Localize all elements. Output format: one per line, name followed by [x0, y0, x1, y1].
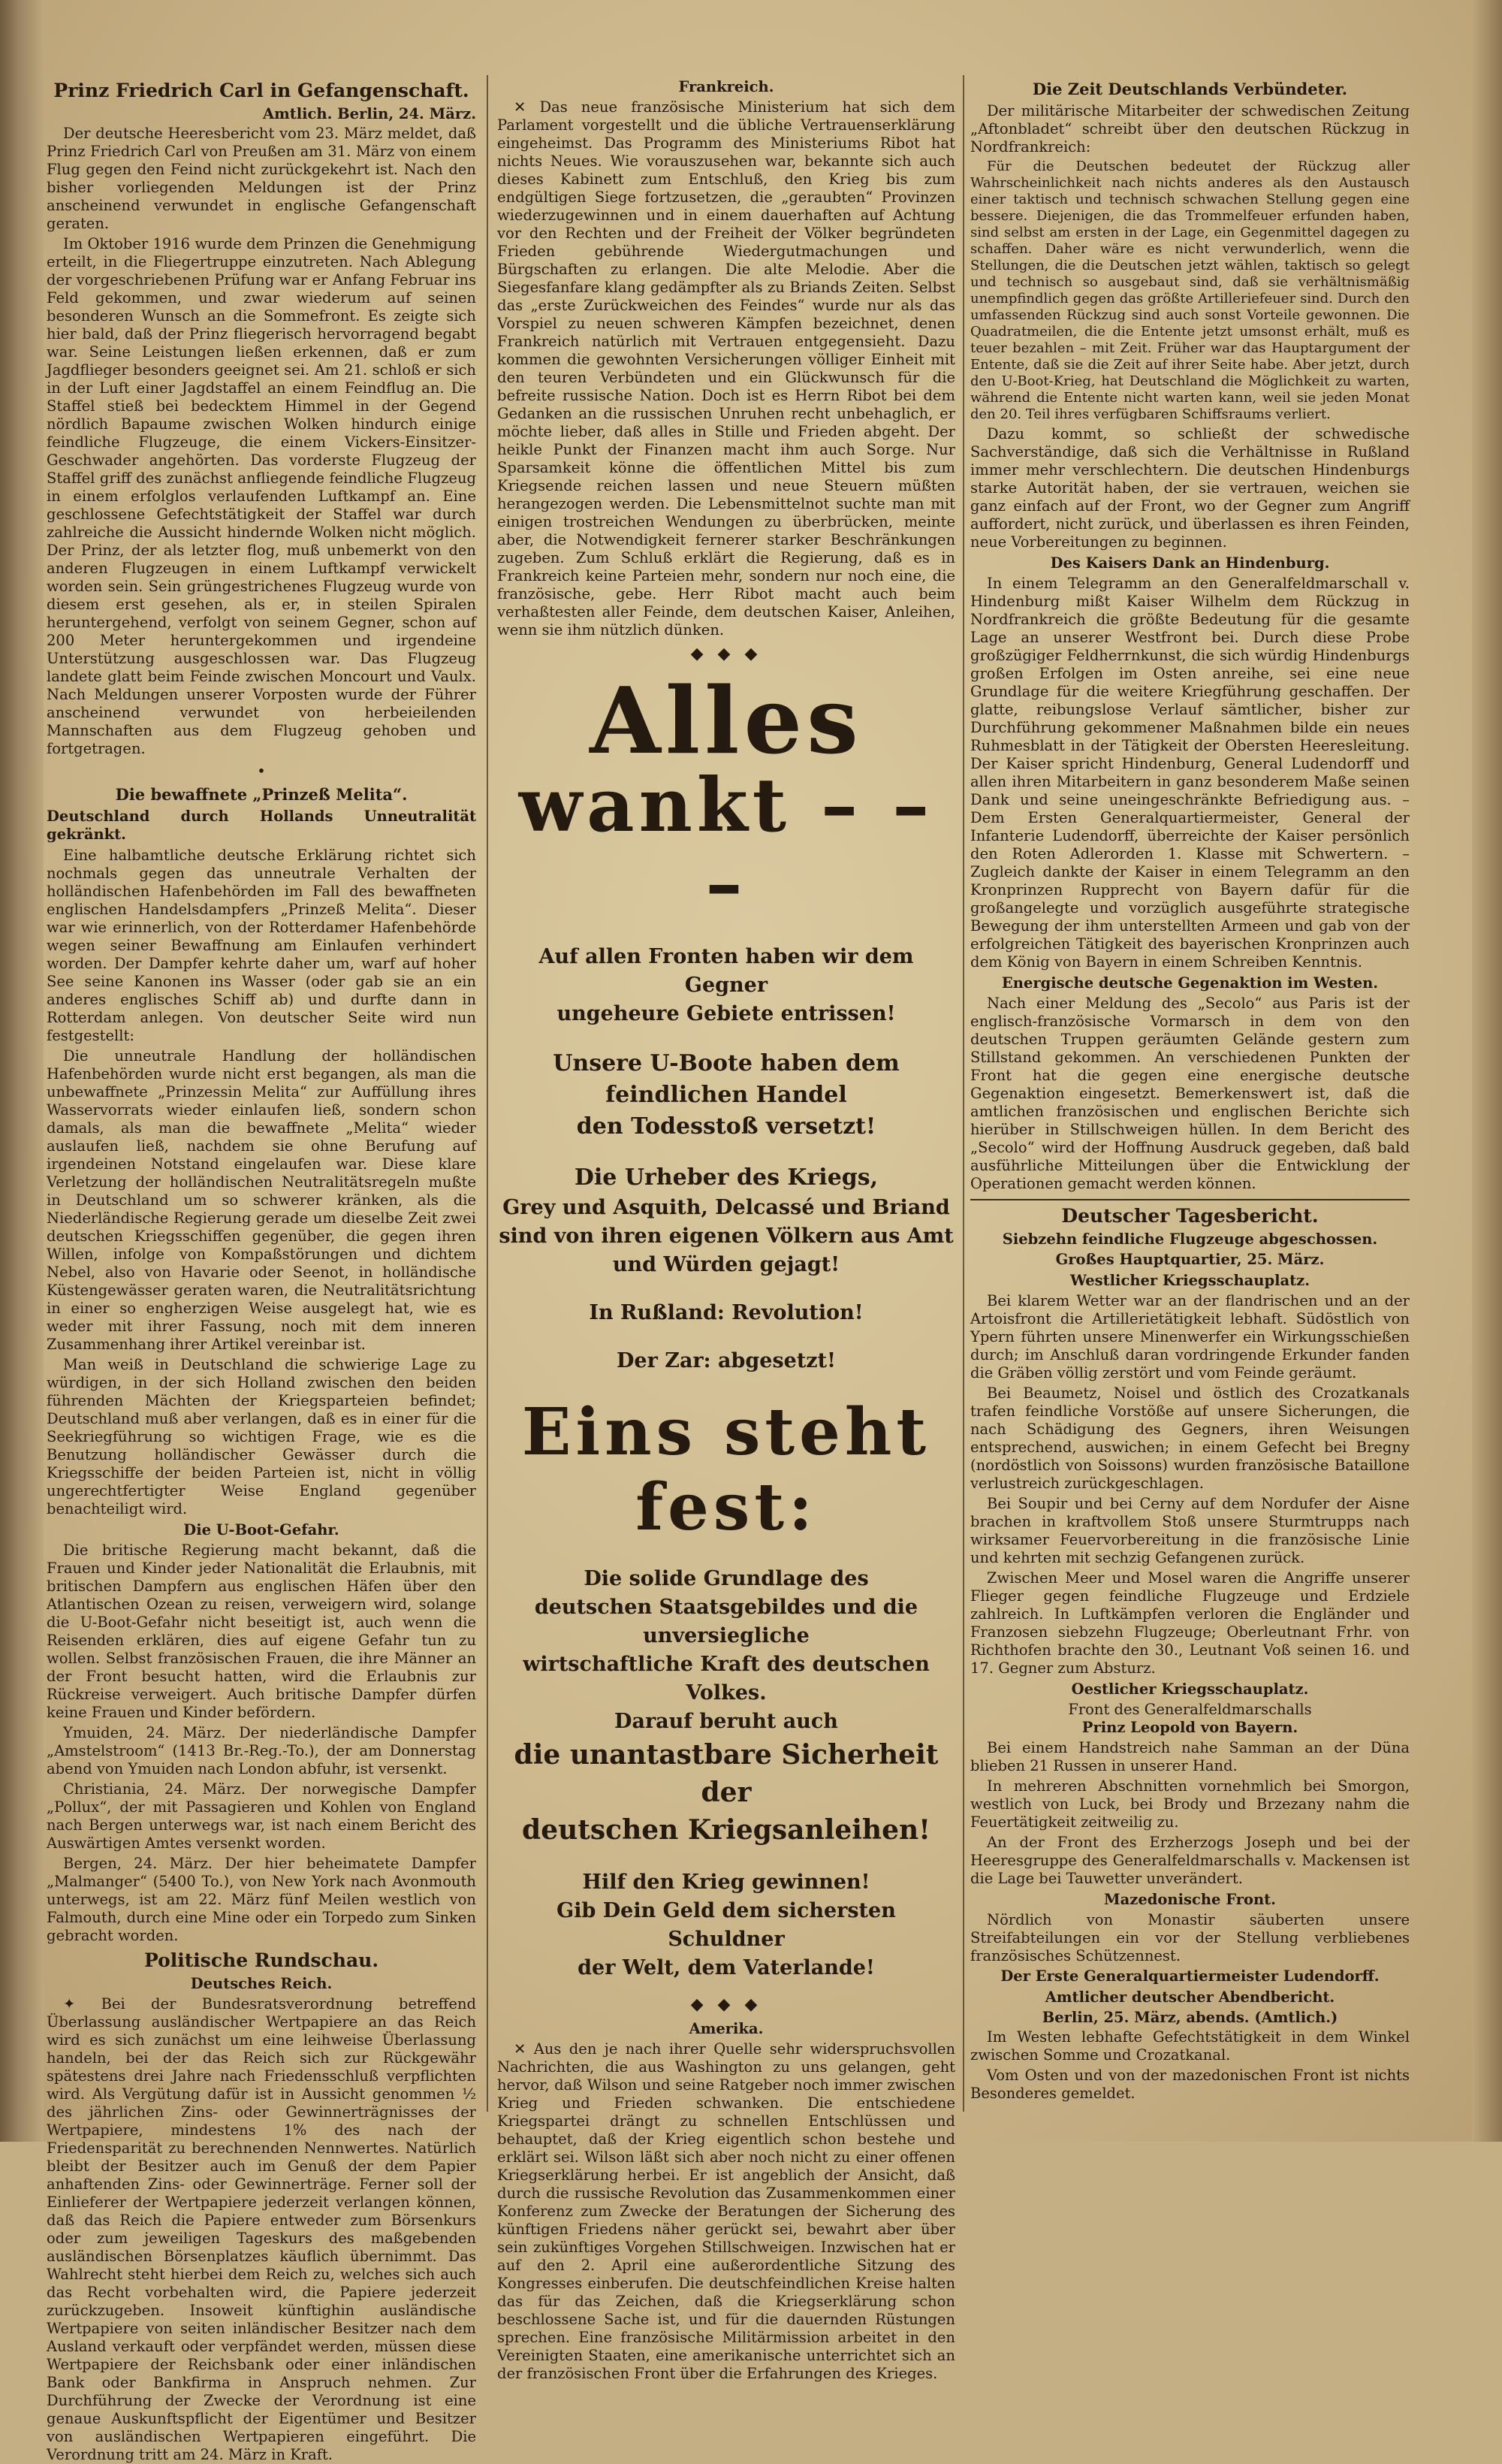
paragraph: Eine halbamtliche deutsche Erklärung richtet sich nochmals gegen das unneutrale Verhalten der holländischen Hafenbehörden im Fall des bewaffneten englischen Handelsdampfers „Prinzeß Melita“. Dieser war wie erinnerlich, von der Rotterdamer Hafenbehörde wegen seiner Bewaffnung am Einlaufen verhindert worden. Der Dampfer kehrte daher um, warf auf hoher See seine Kanonen ins Wasser (oder gab sie an ein anderes englisches Schiff ab) und durfte dann in Rotterdam anlegen. Von deutscher Seite wird nun festgestellt:	[47, 847, 476, 1044]
article-title-kaisers-dank: Des Kaisers Dank an Hindenburg.	[1050, 554, 1330, 572]
paragraph: Nördlich von Monastir säuberten unsere Streifabteilungen ein vor der Stellung verbliebenes französisches Schützennest.	[970, 1911, 1410, 1964]
section-title-amerika: Amerika.	[689, 2020, 764, 2037]
signature: Der Erste Generalquartiermeister Ludendorff.	[1000, 1967, 1380, 1985]
ad-line: deutschen Staatsgebildes und die unversiegliche	[534, 1596, 918, 1647]
paragraph: Bergen, 24. März. Der hier beheimatete Dampfer „Malmanger“ (5400 To.), von New York nach Avonmouth unterwegs, ist am 22. März fünf Meilen westlich von Falmouth, durch eine Mine oder ein Torpedo zum Sinken gebracht worden.	[47, 1855, 476, 1944]
subtitle: Siebzehn feindliche Flugzeuge abgeschossen.	[1002, 1230, 1378, 1248]
separator-icon: •	[257, 762, 266, 780]
war-loan-advertisement	[497, 666, 955, 1982]
ad-line: Gib Dein Geld dem sichersten Schuldner	[556, 1899, 896, 1951]
paragraph: ✕ Das neue französische Ministerium hat sich dem Parlament vorgestellt und die übliche Vertrauenserklärung eingeheimst. Das Programm des Ministeriums Ribot hat nichts Neues. Wie vorauszusehen war, bekannte sich auch dieses Kabinett zum Entschluß, den Krieg bis zum endgültigen Siege fortzusetzen, die „geraubten“ Provinzen wiederzugewinnen und in einem dauerhaften auf Achtung vor den Rechten und der Freiheit der Völker begründeten Frieden gebührende Wiedergutmachungen und Bürgschaften zu erlangen. Die alte Melodie. Aber die Siegesfanfare klang gedämpfter als zu Briands Zeiten. Selbst das „erste Zurückweichen des Feindes“ wurde nur als das Vorspiel zu neuen schweren Kämpfen bezeichnet, denen Frankreich natürlich mit Vertrauen entgegensieht. Dazu kommen die gewohnten Versicherungen völliger Einheit mit den teuren Verbündeten und ein Glückwunsch für die befreite russische Nation. Doch ist es Herrn Ribot bei dem Gedanken an die russischen Unruhen recht unbehaglich, er möchte lieber, daß alles in Stille und Frieden abgeht. Der heikle Punkt der Finanzen macht ihm auch Sorge. Nur Sparsamkeit könne die öffentlichen Mittel bis zum Kriegsende reichen lassen und neue Steuern müßten herangezogen werden. Die Lebensmittelnot suchte man mit einigen trostreichen Wendungen zu überbrücken, meinte aber, die Notwendigkeit fernerer starker Beschränkungen zugeben. Zum Schluß erklärt die Regierung, daß es in Frankreich keine Parteien mehr, sondern nur noch eine, die französische, gebe. Herr Ribot macht auch beim verhaßtesten aller Feinde, dem deutschen Kaiser, Anleihen, wenn sie ihm nützlich dünken.	[497, 98, 955, 639]
subheading: Mazedonische Front.	[1104, 1891, 1276, 1908]
ad-line: Der Zar: abgesetzt!	[617, 1349, 836, 1372]
ad-headline: Eins steht fest:	[521, 1394, 931, 1545]
ad-line: Darauf beruht auch	[614, 1710, 838, 1733]
paragraph: Für die Deutschen bedeutet der Rückzug aller Wahrscheinlichkeit nach nichts anderes als den Austausch einer taktisch und technisch schwachen Stellung gegen eine bessere. Diejenigen, die das Trommelfeuer erfunden haben, sind selbst am ersten in der Lage, ein Gegenmittel dagegen zu schaffen. Daher wäre es nicht verwunderlich, wenn die Stellungen, die die Deutschen jetzt wählen, taktisch so gelegt und technisch so ausgebaut sind, daß sie verhältnismäßig unempfindlich gegen das größte Artilleriefeuer sind. Durch den umfassenden Rückzug sind auch sonst Vorteile gewonnen. Die Quadratmeilen, die die Entente jetzt umsonst erhält, muß es teuer bezahlen – mit Zeit. Früher war das Hauptargument der Entente, daß sie die Zeit auf ihrer Seite habe. Aber jetzt, durch den U-Boot-Krieg, hat Deutschland die Möglichkeit zu warten, während die Entente nicht warten kann, weil sie jeden Monat den 20. Teil ihres verfügbaren Schiffsraums verliert.	[970, 159, 1410, 422]
kicker: Deutschland durch Hollands Unneutralität gekränkt.	[47, 808, 476, 843]
column-rule-1	[487, 75, 488, 2112]
paragraph: In einem Telegramm an den Generalfeldmarschall v. Hindenburg mißt Kaiser Wilhelm dem Rückzug in Nordfrankreich die größte Bedeutung für die gesamte Lage an unserer Westfront bei. Durch diese Probe großzügiger Feldherrnkunst, die sich würdig Hindenburgs großen Erfolgen im Osten anreihe, sei eine neue Grundlage für die weitere Kriegführung geschaffen. Der glatte, reibungslose Verlauf sämtlicher, bisher zur Durchführung gekommener Maßnahmen bilde ein neues Ruhmesblatt in der Tätigkeit der Obersten Heeresleitung. Der Kaiser spricht Hindenburg, General Ludendorff und allen ihren Mitarbeitern in ganz besonderem Maße seinen Dank und seine uneingeschränkte Befriedigung aus. – Dem Ersten Generalquartiermeister, General der Infanterie Ludendorff, überreichte der Kaiser persönlich den Roten Adlerorden 1. Klasse mit Schwertern. – Zugleich dankte der Kaiser in einem Telegramm an den Kronprinzen Rupprecht von Bayern dafür für die großangelegte und vorzüglich ausgeführte strategische Bewegung der ihm unterstellten Armeen und gab von der erfolgreichen Tätigkeit des bayerischen Kronprinzen auch dem König von Bayern in einem Schreiben Kenntnis.	[970, 575, 1410, 971]
ad-line: Auf allen Fronten haben wir dem Gegner	[538, 945, 914, 997]
ad-headline: Alles	[590, 666, 863, 775]
ad-line: die unantastbare Sicherheit der	[514, 1739, 939, 1808]
paragraph: Der militärische Mitarbeiter der schwedischen Zeitung „Aftonbladet“ schreibt über den deutschen Rückzug in Nordfrankreich:	[970, 102, 1410, 156]
column-1	[47, 75, 476, 2463]
ornament-icon: ◆ ◆ ◆	[690, 1995, 762, 2014]
ad-line: Die solide Grundlage des	[584, 1567, 869, 1590]
subheading: Prinz Leopold von Bayern.	[1081, 1719, 1298, 1736]
section-title-frankreich: Frankreich.	[678, 78, 774, 95]
section-title-politische-rundschau: Politische Rundschau.	[143, 1949, 379, 1971]
divider	[970, 1199, 1410, 1200]
paragraph: An der Front des Erzherzogs Joseph und bei der Heeresgruppe des Generalfeldmarschalls v. Mackensen ist die Lage bei Tauwetter unverändert.	[970, 1834, 1410, 1887]
section-subtitle: Deutsches Reich.	[190, 1975, 333, 1992]
page-edge	[1472, 0, 1502, 2142]
binding-gutter	[0, 0, 44, 2142]
ornament-icon: ◆ ◆ ◆	[690, 645, 762, 663]
paragraph: Zwischen Meer und Mosel waren die Angriffe unserer Flieger gegen feindliche Flugzeuge und Erdziele zahlreich. In Luftkämpfen verloren die Engländer und Franzosen siebzehn Flugzeuge; Oberleutnant Frhr. von Richthofen brachte den 30., Leutnant Voß seinen 16. und 17. Gegner zum Absturz.	[970, 1569, 1410, 1677]
paragraph: Nach einer Meldung des „Secolo“ aus Paris ist der englisch-französische Vormarsch in dem von den deutschen Truppen geräumten Gelände gestern zum Stillstand gekommen. An verschiedenen Punkten der Front hat die gegen eine energische deutsche Gegenaktion eingesetzt. Bemerkenswert ist, daß die amtlichen französischen und englischen Berichte sich hierüber in Stillschweigen hüllen. In dem Bericht des „Secolo“ wird der Hoffnung Ausdruck gegeben, daß bald ausführliche Mitteilungen über die Entwicklung der Operationen gemacht werden können.	[970, 995, 1410, 1192]
ad-line: wirtschaftliche Kraft des deutschen Volkes.	[523, 1653, 930, 1705]
dateline: Berlin, 25. März, abends. (Amtlich.)	[1042, 2009, 1338, 2026]
paragraph: Der deutsche Heeresbericht vom 23. März meldet, daß Prinz Friedrich Carl von Preußen am 31. März von einem Flug gegen den Feind nicht zurückgekehrt ist. Nach den bisher vorliegenden Meldungen ist der Prinz anscheinend verwundet in englische Gefangenschaft geraten.	[47, 125, 476, 232]
article-title-die-zeit: Die Zeit Deutschlands Verbündeter.	[1032, 80, 1348, 98]
paragraph: Bei Beaumetz, Noisel und östlich des Crozatkanals trafen feindliche Vorstöße auf unsere Sicherungen, die nach Schädigung des Gegners, ihren Weisungen entsprechend, auswichen; in einem Gefecht bei Bregny (nordöstlich von Soissons) wurden französische Bataillone verlustreich zurückgeschlagen.	[970, 1384, 1410, 1492]
paragraph: Christiania, 24. März. Der norwegische Dampfer „Pollux“, der mit Passagieren und Kohlen von England nach Bergen unterwegs war, ist nach einem Bericht des Auswärtigen Amtes versenkt worden.	[47, 1780, 476, 1852]
paragraph: Im Westen lebhafte Gefechtstätigkeit in dem Winkel zwischen Somme und Crozatkanal.	[970, 2028, 1410, 2064]
ad-line: Grey und Asquith, Delcassé und Briand	[502, 1196, 950, 1219]
ad-line: sind von ihren eigenen Völkern aus Amt	[499, 1224, 954, 1248]
paragraph: Vom Osten und von der mazedonischen Front ist nichts Besonderes gemeldet.	[970, 2067, 1410, 2102]
paragraph: Bei einem Handstreich nahe Samman an der Düna blieben 21 Russen in unserer Hand.	[970, 1739, 1410, 1774]
article-title-prinz-friedrich-carl: Prinz Friedrich Carl in Gefangenschaft.	[53, 80, 469, 101]
article-title-tagesbericht: Deutscher Tagesbericht.	[1061, 1205, 1319, 1227]
ad-line: Unsere U-Boote haben dem feindlichen Handel	[553, 1050, 900, 1108]
dateline: Amtlich. Berlin, 24. März.	[262, 105, 476, 122]
dateline: Großes Hauptquartier, 25. März.	[1055, 1251, 1325, 1268]
ad-line: Die Urheber des Kriegs,	[574, 1164, 879, 1191]
ad-line: ungeheure Gebiete entrissen!	[556, 1002, 896, 1025]
subheading: Westlicher Kriegsschauplatz.	[1069, 1272, 1310, 1289]
paragraph: Bei Soupir und bei Cerny auf dem Nordufer der Aisne brachen in kraftvollem Stoß unsere Sturmtrupps nach wirksamer Feuervorbereitung in die französische Linie und kehrten mit sechzig Gefangenen zurück.	[970, 1495, 1410, 1566]
article-title-u-boot-gefahr: Die U-Boot-Gefahr.	[183, 1521, 339, 1538]
paragraph: ✦ Bei der Bundesratsverordnung betreffend Überlassung ausländischer Wertpapiere an das Reich wird es sich zunächst um eine leihweise Überlassung handeln, bei der das Reich sich zur Rückgewähr spätestens drei Jahre nach Friedensschluß verpflichten wird. Als Vergütung dafür ist in Aussicht genommen ½ des jährlichen Zins- oder Gewinnerträgnisses der Wertpapiere, mindestens 1% des nach der Friedensparität zu berechnenden Nennwertes. Natürlich bleibt der Besitzer auch im Genuß der dem Papier anhaftenden Zins- oder Gewinnerträge. Ferner soll der Einlieferer der Wertpapiere jederzeit verlangen können, daß das Reich die Papiere entweder zum Börsenkurs oder zum jeweiligen Tageskurs des maßgebenden ausländischen Börsenplatzes käuflich übernimmt. Das Wahlrecht steht hierbei dem Reich zu, welches sich auch das Recht vorbehalten wird, die Papiere jederzeit zurückzugeben. Insoweit künftighin ausländische Wertpapiere von seiten inländischer Besitzer nach dem Ausland verkauft oder verpfändet werden, müssen diese Wertpapiere der Reichsbank oder einer inländischen Bank oder Bankfirma in Anspruch nehmen. Zur Durchführung der Zwecke der Verordnung ist eine genaue Auskunftspflicht der Eigentümer und Besitzer von ausländischen Wertpapieren eingeführt. Die Verordnung tritt am 24. März in Kraft.	[47, 1995, 476, 2463]
article-title-gegenaktion: Energische deutsche Gegenaktion im Westen.	[1001, 974, 1379, 992]
ad-line: deutschen Kriegsanleihen!	[522, 1814, 930, 1846]
ad-line: Hilf den Krieg gewinnen!	[582, 1871, 870, 1894]
paragraph: Dazu kommt, so schließt der schwedische Sachverständige, daß sich die Verhältnisse in Rußland immer mehr verschlechtern. Die deutschen Hindenburgs starke Autorität haben, der sie vertrauen, weichen sie ganz einfach auf der Front, wo der Gegner zum Angriff auffordert, nicht zurück, und überlassen es ihren Feinden, neue Vorbereitungen zu beginnen.	[970, 425, 1410, 551]
paragraph: Die britische Regierung macht bekannt, daß die Frauen und Kinder jeder Nationalität die Erlaubnis, mit britischen Dampfern aus englischen Häfen über den Atlantischen Ozean zu reisen, verweigern wird, solange die U-Boot-Gefahr nicht beseitigt ist, auch wenn die Reisenden erklären, dies auf eigene Gefahr tun zu wollen. Selbst französischen Frauen, die ihre Männer an der Front besucht hatten, wird die Erlaubnis zur Rückreise verweigert. Auch britische Dampfer dürfen keine Frauen und Kinder befördern.	[47, 1542, 476, 1721]
paragraph: Im Oktober 1916 wurde dem Prinzen die Genehmigung erteilt, in die Fliegertruppe einzutreten. Nach Ablegung der vorgeschriebenen Prüfung war er Anfang Februar ins Feld gekommen, und zwar wiederum auf seinen besonderen Wunsch an die Sommefront. Es zeigte sich hier bald, daß der Prinz fliegerisch hervorragend begabt war. Seine Leistungen ließen erkennen, daß er zum Jagdflieger besonders geeignet sei. Am 21. schloß er sich in der Luft einer Jagdstaffel an einem Feindflug an. Die Staffel stieß bei bedecktem Himmel in der Gegend nördlich Bapaume zwischen Wolken hindurch einige feindliche Flugzeuge, die einem Vickers-Einsitzer-Geschwader angehörten. Das vorderste Flugzeug der Staffel griff des zunächst anfliegende feindliche Flugzeug in einem erfolglos verlaufenden Luftkampf an. Eine geschlossene Gefechtstätigkeit der Staffel war durch zahlreiche die Aussicht hindernde Wolken nicht möglich. Der Prinz, der als letzter flog, muß unbemerkt von den anderen Flugzeugen in einem Luftkampf verwickelt worden sein. Sein grüngestrichenes Flugzeug wurde von diesem erst gesehen, als er, in steilen Spiralen heruntergehend, verfolgt von seinem Gegner, schon auf 200 Meter heruntergekommen und irgendeine Unterstützung ausgeschlossen war. Das Flugzeug landete glatt beim Feinde zwischen Moncourt und Vaulx. Nach Meldungen unserer Vorposten wurde der Führer anscheinend verwundet von herbeieilenden Mannschaften aus dem Flugzeug gehoben und fortgetragen.	[47, 235, 476, 757]
ad-line: den Todesstoß versetzt!	[576, 1113, 876, 1140]
paragraph: Ymuiden, 24. März. Der niederländische Dampfer „Amstelstroom“ (1413 Br.-Reg.-To.), der am Donnerstag abend von Ymuiden nach London abfuhr, ist versenkt.	[47, 1724, 476, 1777]
paragraph: Bei klarem Wetter war an der flandrischen und an der Artoisfront die Artillerietätigkeit lebhaft. Südöstlich von Ypern führten unsere Minenwerfer ein Wirkungsschießen durch; im Anschluß daran vordringende Erkunder fanden die Gräben völlig zerstört und vom Feinde geräumt.	[970, 1292, 1410, 1381]
article-title-prinzess-melita: Die bewaffnete „Prinzeß Melita“.	[115, 785, 408, 804]
subheading: Amtlicher deutscher Abendbericht.	[1045, 1988, 1335, 2006]
subheading: Front des Generalfeldmarschalls	[1068, 1701, 1312, 1718]
ad-headline: wankt – – –	[518, 762, 934, 927]
paragraph: Die unneutrale Handlung der holländischen Hafenbehörden wurde nicht erst begangen, als man die unbewaffnete „Prinzessin Melita“ zur Auffüllung ihres Wasservorrats wieder einlaufen ließ, sondern schon damals, als man die bewaffnete „Melita“ wieder auslaufen ließ, nachdem sie ohne Berufung auf irgendeinen Notstand eingelaufen war. Diese klare Verletzung der holländischen Neutralitätsregeln mußte in Deutschland um so schwerer kränken, als die Niederländische Regierung gerade um dieselbe Zeit zwei deutschen Kriegsschiffen gegenüber, die gegen ihren Willen, infolge von Kompaßstörungen und dichtem Nebel, also von Havarie oder Seenot, in holländische Küstengewässer geraten waren, die Neutralitätsrichtung in einer so engherzigen Weise ausgelegt hat, wie es weder mit ihrer Fassung, noch mit dem inneren Zusammenhang ihrer Artikel vereinbar ist.	[47, 1047, 476, 1353]
column-2	[497, 75, 955, 2382]
column-rule-2	[963, 75, 964, 2112]
paragraph: In mehreren Abschnitten vornehmlich bei Smorgon, westlich von Luck, bei Brody und Brzezany nahm die Feuertätigkeit zeitweilig zu.	[970, 1777, 1410, 1831]
ad-line: der Welt, dem Vaterlande!	[578, 1956, 875, 1979]
ad-line: In Rußland: Revolution!	[589, 1301, 864, 1324]
column-3	[970, 75, 1410, 2119]
paragraph: Man weiß in Deutschland die schwierige Lage zu würdigen, in der sich Holland zwischen den beiden führenden Mächten der Kriegsparteien befindet; Deutschland muß aber verlangen, daß es in einer für die Seekriegführung so wichtigen Frage, wie es die Benutzung holländischer Gewässer durch die Kriegsschiffe der beiden Parteien ist, nicht in völlig ungerechtfertigter Weise England gegenüber benachteiligt wird.	[47, 1356, 476, 1517]
subheading: Oestlicher Kriegsschauplatz.	[1071, 1680, 1309, 1698]
paragraph: ✕ Aus den je nach ihrer Quelle sehr widerspruchsvollen Nachrichten, die aus Washington zu uns gelangen, geht hervor, daß Wilson und seine Ratgeber noch immer zwischen Krieg und Frieden schwanken. Die entschiedene Kriegspartei drängt zu schnellen Entschlüssen und behauptet, daß der Krieg eigentlich schon bestehe und erklärt sei. Wilson läßt sich aber noch nicht zu einer offenen Kriegserklärung herbei. Er ist angeblich der Ansicht, daß durch die russische Revolution das Zusammenkommen einer Konferenz zum Zwecke der Beratungen der Sicherung des künftigen Friedens näher gerückt sei, bewahrt aber über sein zukünftiges Vorgehen Stillschweigen. Inzwischen hat er auf den 2. April eine außerordentliche Sitzung des Kongresses einberufen. Die deutschfeindlichen Kreise halten das für das Zeichen, daß die Kriegserklärung schon beschlossene Sache ist, und für die dauernden Rüstungen sprechen. Eine französische Militärmission arbeitet in den Vereinigten Staaten, eine amerikanische unterrichtet sich an der französischen Front über die Erfahrungen des Krieges.	[497, 2040, 955, 2382]
ad-line: und Würden gejagt!	[612, 1253, 840, 1276]
